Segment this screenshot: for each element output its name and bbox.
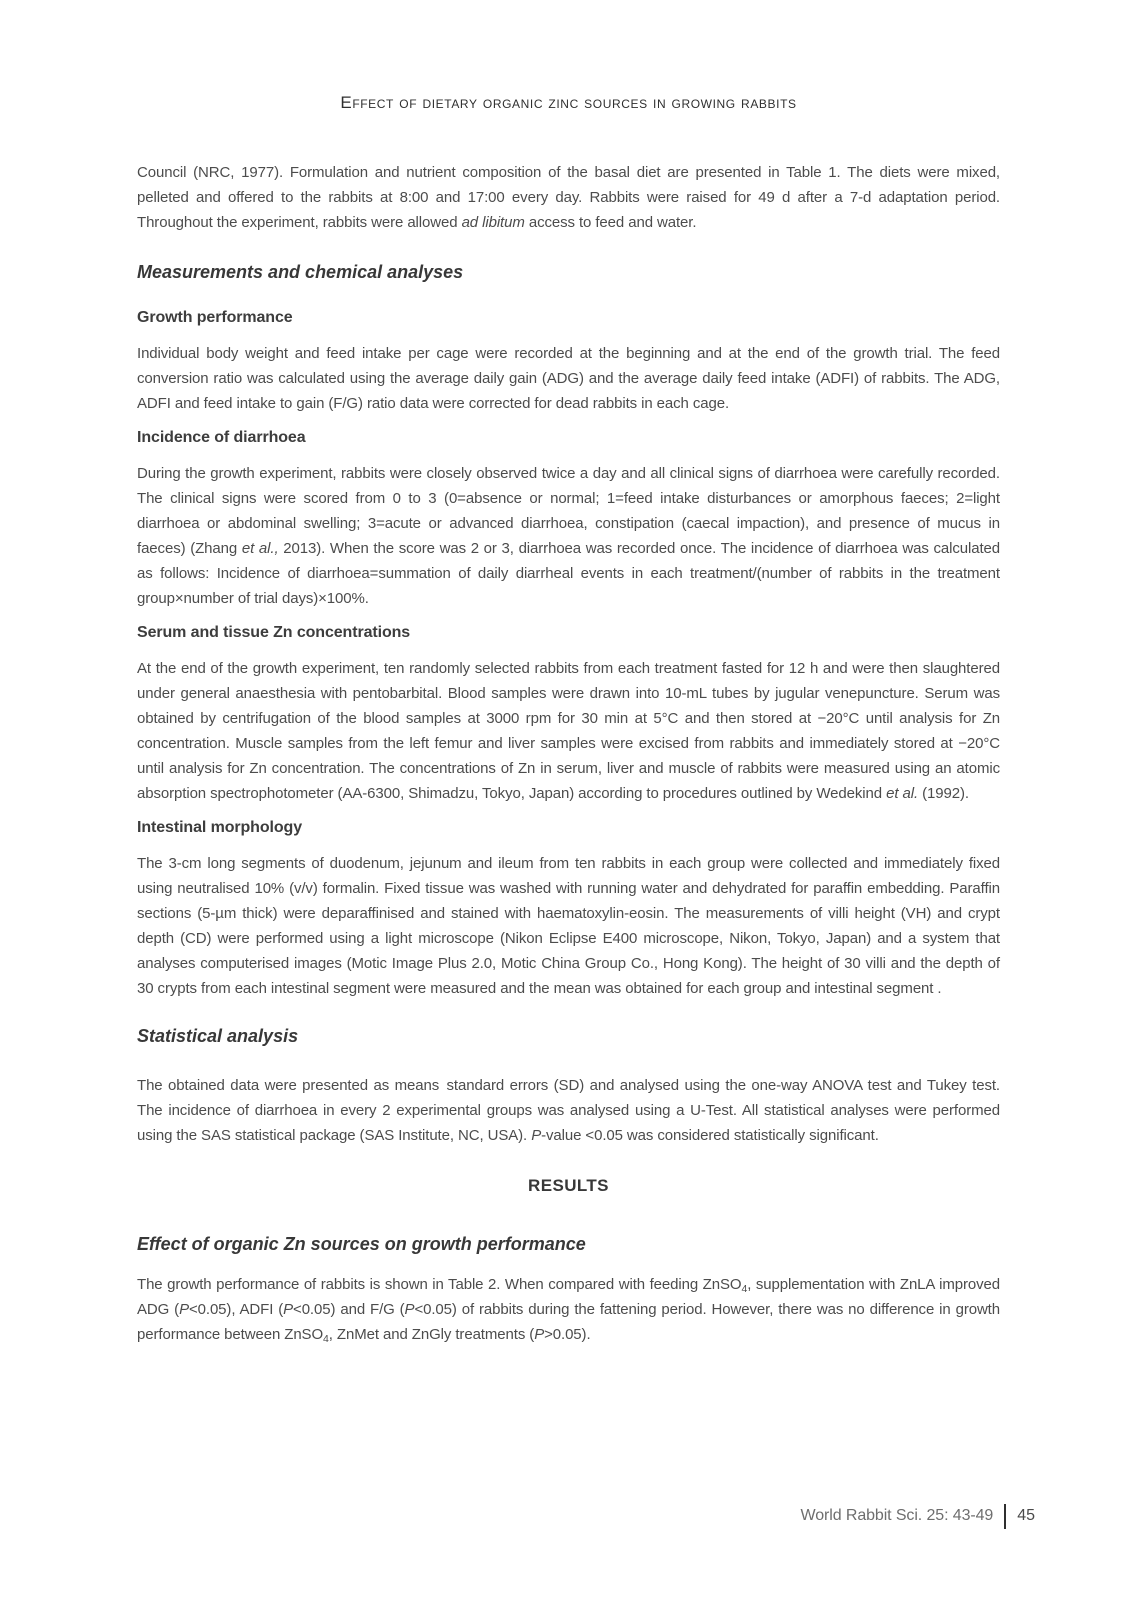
- subsection-title-serum-tissue-zn: Serum and tissue Zn concentrations: [137, 624, 411, 641]
- section-title-results: RESULTS: [528, 1176, 609, 1195]
- paragraph-intro: Council (NRC, 1977). Formulation and nutrient composition of the basal diet are presented in Table 1. The diets were mixed, pelleted and offered to the rabbits at 8:00 and 17:00 every day. Rabbits were raised for 49 d after a 7-d adaptation period. Throughout the experiment, rabbits were allowed ad libitum access to feed and water.: [137, 164, 1000, 231]
- subsection-title-growth-performance: Growth performance: [137, 309, 293, 326]
- page-content: [137, 160, 1000, 1347]
- paragraph-serum-tissue-zn: At the end of the growth experiment, ten randomly selected rabbits from each treatment fasted for 12 h and were then slaughtered under general anaesthesia with pentobarbital. Blood samples were drawn into 10-mL tubes by jugular venepuncture. Serum was obtained by centrifugation of the blood samples at 3000 rpm for 30 min at 5°C and then stored at −20°C until analysis for Zn concentration. Muscle samples from the left femur and liver samples were excised from rabbits and immediately stored at −20°C until analysis for Zn concentration. The concentrations of Zn in serum, liver and muscle of rabbits were measured using an atomic absorption spectrophotometer (AA-6300, Shimadzu, Tokyo, Japan) according to procedures outlined by Wedekind et al. (1992).: [137, 660, 1000, 802]
- paragraph-effect-organic-zn: The growth performance of rabbits is shown in Table 2. When compared with feeding ZnSO$_4$, supplementation with ZnLA improved ADG (P<0.05), ADFI (P<0.05) and F/G (P<0.05) of rabbits during the fattening period. However, there was no difference in growth performance between ZnSO$_4$, ZnMet and ZnGly treatments (P>0.05).: [137, 1276, 1000, 1346]
- paragraph-incidence-of-diarrhoea: During the growth experiment, rabbits were closely observed twice a day and all clinical signs of diarrhoea were carefully recorded. The clinical signs were scored from 0 to 3 (0=absence or normal; 1=feed intake disturbances or amorphous faeces; 2=light diarrhoea or abdominal swelling; 3=acute or advanced diarrhoea, constipation (caecal impaction), and presence of mucus in faeces) (Zhang et al., 2013). When the score was 2 or 3, diarrhoea was recorded once. The incidence of diarrhoea was calculated as follows: Incidence of diarrhoea=summation of daily diarrheal events in each treatment/(number of rabbits in the treatment group×number of trial days)×100%.: [137, 465, 1000, 607]
- page-number: 45: [1017, 1507, 1035, 1524]
- running-head: Effect of dietary organic zinc sources in growing rabbits: [340, 93, 797, 112]
- subsection-title-incidence-of-diarrhoea: Incidence of diarrhoea: [137, 429, 306, 446]
- footer-divider: [1004, 1504, 1006, 1529]
- page-footer: [801, 1503, 1035, 1529]
- journal-citation: World Rabbit Sci. 25: 43-49: [800, 1507, 994, 1524]
- section-title-effect-organic-zn: Effect of organic Zn sources on growth performance: [137, 1234, 586, 1254]
- section-title-statistical-analysis: Statistical analysis: [137, 1026, 299, 1046]
- paragraph-intestinal-morphology: The 3-cm long segments of duodenum, jejunum and ileum from ten rabbits in each group were collected and immediately fixed using neutralised 10% (v/v) formalin. Fixed tissue was washed with running water and dehydrated for paraffin embedding. Paraffin sections (5-µm thick) were deparaffinised and stained with haematoxylin-eosin. The measurements of villi height (VH) and crypt depth (CD) were performed using a light microscope (Nikon Eclipse E400 microscope, Nikon, Tokyo, Japan) and a system that analyses computerised images (Motic Image Plus 2.0, Motic China Group Co., Hong Kong). The height of 30 villi and the depth of 30 crypts from each intestinal segment were measured and the mean was obtained for each group and intestinal segment .: [137, 855, 1000, 997]
- paragraph-growth-performance: Individual body weight and feed intake per cage were recorded at the beginning and at the end of the growth trial. The feed conversion ratio was calculated using the average daily gain (ADG) and the average daily feed intake (ADFI) of rabbits. The ADG, ADFI and feed intake to gain (F/G) ratio data were corrected for dead rabbits in each cage.: [137, 345, 1000, 412]
- subsection-title-intestinal-morphology: Intestinal morphology: [137, 819, 303, 836]
- paragraph-statistical-analysis: The obtained data were presented as means standard errors (SD) and analysed using the one-way ANOVA test and Tukey test. The incidence of diarrhoea in every 2 experimental groups was analysed using a U-Test. All statistical analyses were performed using the SAS statistical package (SAS Institute, NC, USA). P-value <0.05 was considered statistically significant.: [137, 1077, 1000, 1144]
- section-title-measurements: Measurements and chemical analyses: [137, 262, 464, 282]
